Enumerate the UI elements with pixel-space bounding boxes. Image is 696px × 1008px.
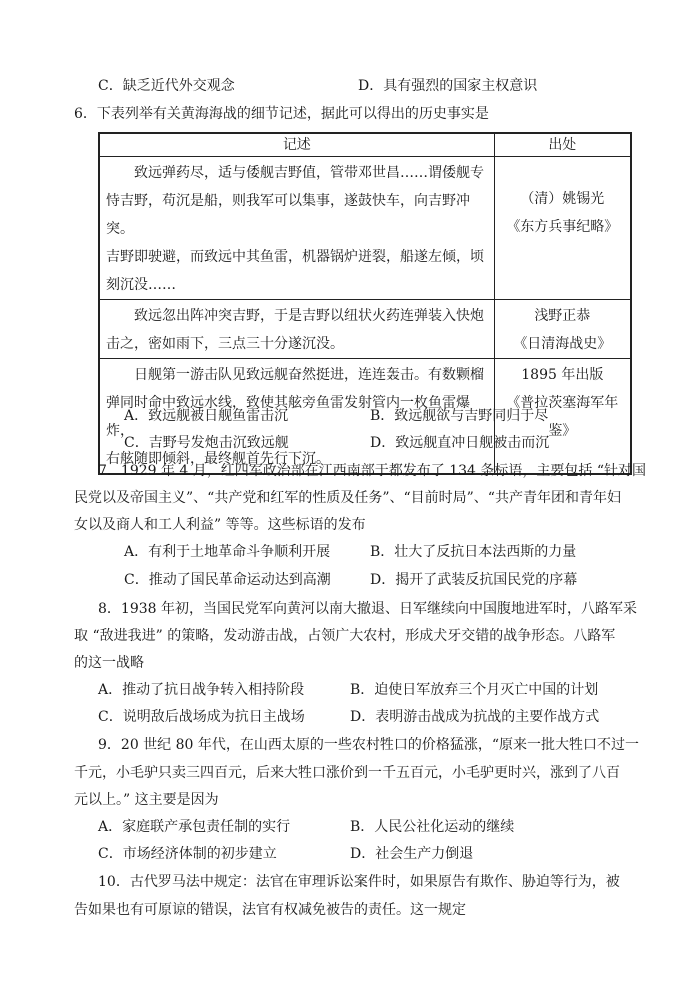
q6-option-b: B．致远舰欲与吉野同归于尽 <box>370 408 549 424</box>
q7-option-c: C．推动了国民革命运动达到高潮 <box>124 572 331 588</box>
q7-stem-line: 女以及商人和工人利益” 等等。这些标语的发布 <box>74 517 366 533</box>
table-row <box>99 300 631 359</box>
record-line: 日舰第一游击队见致远舰奋然挺进，连连轰击。有数颗榴 <box>134 367 484 383</box>
record-line: 刻沉没…… <box>106 277 176 293</box>
q7-option-a: A．有利于土地革命斗争顺利开展 <box>124 544 331 560</box>
q6-stem: 6．下表列举有关黄海海战的细节记述，据此可以得出的历史事实是 <box>74 106 489 122</box>
source-line: 鉴》 <box>548 423 577 439</box>
record-line: 致远忽出阵冲突吉野，于是吉野以纽状火药连弹装入快炮 <box>134 308 484 324</box>
q7-stem-line: 7．1929 年 4 月，红四军政治部在江西南部于都发布了 134 条标语，主要包括 “针对国 <box>98 463 647 479</box>
record-line: 右舷随即倾斜，最终舰首先行下沉。 <box>106 451 330 467</box>
q10-stem-line: 告如果也有可原谅的错误，法官有权减免被告的责任。这一规定 <box>74 902 466 918</box>
q7-option-b: B．壮大了反抗日本法西斯的力量 <box>370 544 577 560</box>
q8-option-c: C．说明敌后战场成为抗日主战场 <box>98 709 305 725</box>
record-line: 恃吉野，苟沉是船，则我军可以集事，遂鼓快车，向吉野冲突。 <box>106 193 470 237</box>
q8-option-b: B．迫使日军放弃三个月灭亡中国的计划 <box>350 682 599 698</box>
table-row <box>99 157 631 300</box>
source-cell <box>495 300 630 358</box>
source-line: 《东方兵事纪略》 <box>506 219 619 235</box>
record-line: 弹同时命中致远水线，致使其舷旁鱼雷发射管内一枚鱼雷爆炸， <box>106 395 470 439</box>
q5-option-c: C．缺乏近代外交观念 <box>98 78 235 94</box>
record-line: 致远弹药尽，适与倭舰吉野值，管带邓世昌……谓倭舰专 <box>134 165 484 181</box>
q8-stem-line: 取 “敌进我进” 的策略，发动游击战，占领广大农村，形成犬牙交错的战争形态。八路军 <box>74 628 616 644</box>
q9-stem-line: 9．20 世纪 80 年代，在山西太原的一些农村牲口的价格猛涨，“原来一批大牲口不过一 <box>98 737 640 753</box>
table-header-source: 出处 <box>494 133 631 157</box>
record-line: 击之，密如雨下，三点三十分遂沉没。 <box>106 336 344 352</box>
q8-stem-line: 的这一战略 <box>74 655 144 671</box>
q8-option-a: A．推动了抗日战争转入相持阶段 <box>98 682 305 698</box>
q5-option-d: D．具有强烈的国家主权意识 <box>358 78 538 94</box>
source-line: 1895 年出版 <box>521 367 604 383</box>
source-cell <box>495 157 630 241</box>
q9-option-a: A．家庭联产承包责任制的实行 <box>98 819 291 835</box>
q7-option-d: D．揭开了武装反抗国民党的序幕 <box>370 572 578 588</box>
q8-option-d: D．表明游击战成为抗战的主要作战方式 <box>350 709 600 725</box>
q6-option-c: C．吉野号发炮击沉致远舰 <box>124 435 289 451</box>
record-cell <box>100 157 494 299</box>
q9-option-c: C．市场经济体制的初步建立 <box>98 846 277 862</box>
source-line: 浅野正恭 <box>534 308 591 324</box>
source-line: 《普拉茨塞海军年 <box>506 395 619 411</box>
q10-stem-line: 10．古代罗马法中规定：法官在审理诉讼案件时，如果原告有欺作、胁迫等行为，被 <box>98 874 620 890</box>
record-line: 吉野即驶避，而致远中其鱼雷，机器锅炉迸裂，船遂左倾，顷 <box>106 249 484 265</box>
q9-option-b: B．人民公社化运动的继续 <box>350 819 515 835</box>
q9-option-d: D．社会生产力倒退 <box>350 846 474 862</box>
q9-stem-line: 千元，小毛驴只卖三四百元，后来大牲口涨价到一千五百元，小毛驴更时兴，涨到了八百 <box>74 765 620 781</box>
record-cell <box>100 300 494 358</box>
q6-option-a: A．致远舰被日舰鱼雷击沉 <box>124 408 289 424</box>
source-line: 《日清海战史》 <box>513 336 612 352</box>
q6-option-d: D．致远舰直冲日舰被击而沉 <box>370 435 550 451</box>
q9-stem-line: 元以上。” 这主要是因为 <box>74 792 219 808</box>
q7-stem-line: 民党以及帝国主义”、“共产党和红军的性质及任务”、“目前时局”、“共产青年团和青年妇 <box>74 490 621 506</box>
table-header-record: 记述 <box>99 133 494 157</box>
source-line: （清）姚锡光 <box>520 191 605 207</box>
q8-stem-line: 8．1938 年初，当国民党军向黄河以南大撤退、日军继续向中国腹地进军时，八路军采 <box>98 601 637 617</box>
